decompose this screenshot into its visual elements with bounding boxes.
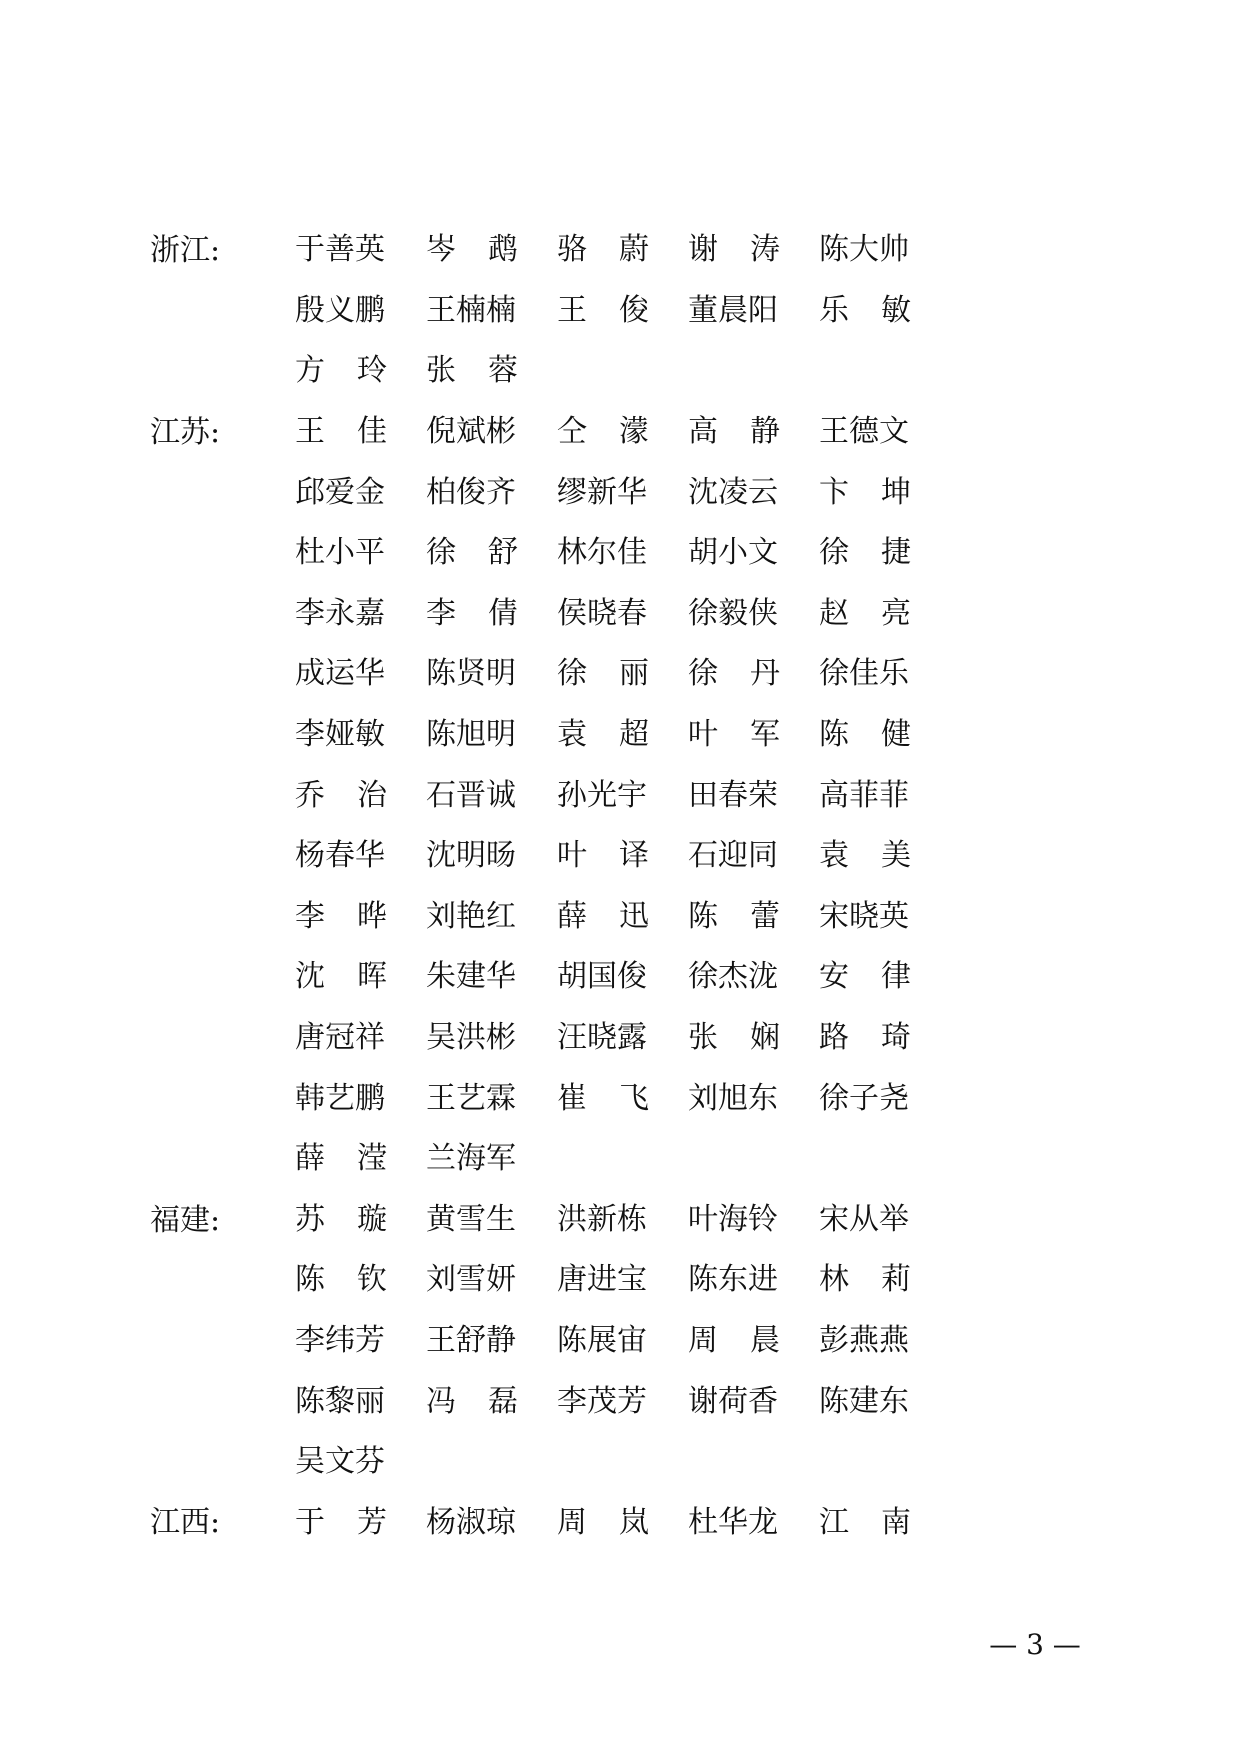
region-label: 江苏: xyxy=(150,414,221,450)
name-chars xyxy=(688,715,780,755)
name-row xyxy=(295,1129,950,1190)
name-char: 晔 xyxy=(357,898,387,934)
name-char: 陈 xyxy=(819,717,849,753)
name-char: 江 xyxy=(819,1504,849,1540)
name-chars xyxy=(295,1260,387,1300)
name-char: 徐 xyxy=(819,535,849,571)
person-name: 王舒静 xyxy=(426,1322,516,1358)
name-chars xyxy=(819,533,911,573)
person-name: 陈旭明 xyxy=(426,717,516,753)
name-chars xyxy=(819,836,911,876)
name-char: 乐 xyxy=(819,292,849,328)
person-name: 陈展宙 xyxy=(557,1322,647,1358)
name-row xyxy=(295,947,950,1008)
name-char: 晖 xyxy=(357,959,387,995)
person-name xyxy=(688,654,819,694)
person-name xyxy=(819,1503,950,1543)
name-char: 蓉 xyxy=(488,353,518,389)
name-char: 李 xyxy=(426,595,456,631)
person-name: 高菲菲 xyxy=(819,777,909,813)
person-name: 倪斌彬 xyxy=(426,414,516,450)
person-name: 田春荣 xyxy=(688,777,778,813)
person-name: 林尔佳 xyxy=(557,535,647,571)
name-char: 律 xyxy=(881,959,911,995)
person-name: 柏俊齐 xyxy=(426,474,516,510)
name-chars xyxy=(295,1503,387,1543)
name-char: 莉 xyxy=(881,1262,911,1298)
person-name: 胡小文 xyxy=(688,535,778,571)
name-char: 静 xyxy=(750,414,780,450)
name-char: 玲 xyxy=(357,353,387,389)
person-name: 王艺霖 xyxy=(426,1080,516,1116)
name-char: 濛 xyxy=(619,414,649,450)
person-name xyxy=(557,897,688,937)
name-row xyxy=(295,1250,950,1311)
person-name xyxy=(557,654,688,694)
name-char: 治 xyxy=(357,777,387,813)
name-char: 仝 xyxy=(557,414,587,450)
name-char: 于 xyxy=(295,1504,325,1540)
person-name xyxy=(295,1200,426,1240)
name-chars xyxy=(819,473,911,513)
name-char: 路 xyxy=(819,1020,849,1056)
name-chars xyxy=(426,351,518,391)
name-char: 周 xyxy=(557,1504,587,1540)
name-char: 捷 xyxy=(881,535,911,571)
name-char: 薛 xyxy=(295,1141,325,1177)
name-char: 琦 xyxy=(881,1020,911,1056)
person-name: 沈明旸 xyxy=(426,838,516,874)
name-chars xyxy=(295,412,387,452)
person-name xyxy=(688,412,819,452)
person-name xyxy=(819,473,950,513)
person-name xyxy=(688,897,819,937)
person-name: 陈东进 xyxy=(688,1262,778,1298)
name-row xyxy=(295,705,950,766)
person-name xyxy=(295,412,426,452)
person-name: 石迎同 xyxy=(688,838,778,874)
name-char: 涛 xyxy=(750,232,780,268)
person-name: 徐毅侠 xyxy=(688,595,778,631)
person-name xyxy=(819,1260,950,1300)
name-grid xyxy=(295,1492,950,1553)
name-chars xyxy=(557,1079,649,1119)
name-row xyxy=(295,1311,950,1372)
name-char: 张 xyxy=(426,353,456,389)
name-chars xyxy=(295,776,387,816)
name-row xyxy=(295,1008,950,1069)
name-char: 骆 xyxy=(557,232,587,268)
person-name: 李永嘉 xyxy=(295,595,385,631)
person-name: 陈黎丽 xyxy=(295,1383,385,1419)
name-grid xyxy=(295,220,950,402)
name-row xyxy=(295,281,950,342)
person-name: 李娅敏 xyxy=(295,717,385,753)
name-char: 安 xyxy=(819,959,849,995)
person-name: 宋从举 xyxy=(819,1201,909,1237)
name-char: 娴 xyxy=(750,1020,780,1056)
person-name: 唐冠祥 xyxy=(295,1020,385,1056)
person-name: 谢荷香 xyxy=(688,1383,778,1419)
name-char: 方 xyxy=(295,353,325,389)
person-name: 徐佳乐 xyxy=(819,656,909,692)
name-row xyxy=(295,644,950,705)
name-char: 译 xyxy=(619,838,649,874)
name-char: 卞 xyxy=(819,474,849,510)
name-row xyxy=(295,584,950,645)
person-name xyxy=(295,1139,426,1179)
page-number: — 3 — xyxy=(989,1628,1081,1661)
person-name: 吴文芬 xyxy=(295,1444,385,1480)
name-char: 袁 xyxy=(557,717,587,753)
person-name: 侯晓春 xyxy=(557,595,647,631)
name-row xyxy=(295,341,950,402)
person-name xyxy=(295,776,426,816)
name-char: 岚 xyxy=(619,1504,649,1540)
person-name xyxy=(426,533,557,573)
name-chars xyxy=(295,897,387,937)
name-char: 沈 xyxy=(295,959,325,995)
name-chars xyxy=(426,1382,518,1422)
region-group xyxy=(150,1190,950,1493)
person-name xyxy=(688,1018,819,1058)
person-name: 宋晓英 xyxy=(819,898,909,934)
name-char: 冯 xyxy=(426,1383,456,1419)
name-chars xyxy=(295,1139,387,1179)
person-name: 黄雪生 xyxy=(426,1201,516,1237)
name-chars xyxy=(819,1260,911,1300)
person-name xyxy=(295,1260,426,1300)
person-name: 王楠楠 xyxy=(426,292,516,328)
person-name xyxy=(557,230,688,270)
person-name: 徐杰泷 xyxy=(688,959,778,995)
name-char: 叶 xyxy=(688,717,718,753)
name-row xyxy=(295,826,950,887)
name-chars xyxy=(295,1200,387,1240)
person-name xyxy=(819,594,950,634)
name-char: 徐 xyxy=(688,656,718,692)
name-chars xyxy=(819,1018,911,1058)
name-grid xyxy=(295,402,950,1190)
name-char: 徐 xyxy=(426,535,456,571)
name-grid xyxy=(295,1190,950,1493)
person-name: 唐进宝 xyxy=(557,1262,647,1298)
person-name xyxy=(557,291,688,331)
name-chars xyxy=(557,654,649,694)
person-name: 陈建东 xyxy=(819,1383,909,1419)
person-name: 缪新华 xyxy=(557,474,647,510)
name-char: 张 xyxy=(688,1020,718,1056)
name-chars xyxy=(557,897,649,937)
name-char: 芳 xyxy=(357,1504,387,1540)
name-char: 亮 xyxy=(881,595,911,631)
name-chars xyxy=(688,1018,780,1058)
person-name xyxy=(819,291,950,331)
name-chars xyxy=(295,351,387,391)
person-name: 王德文 xyxy=(819,414,909,450)
name-chars xyxy=(819,291,911,331)
name-chars xyxy=(557,715,649,755)
name-chars xyxy=(819,957,911,997)
name-chars xyxy=(688,230,780,270)
person-name xyxy=(295,351,426,391)
name-chars xyxy=(819,594,911,634)
person-name xyxy=(557,715,688,755)
person-name xyxy=(819,1018,950,1058)
name-char: 舒 xyxy=(488,535,518,571)
name-chars xyxy=(557,230,649,270)
name-chars xyxy=(819,715,911,755)
name-chars xyxy=(426,230,518,270)
person-name: 胡国俊 xyxy=(557,959,647,995)
person-name: 杜小平 xyxy=(295,535,385,571)
name-char: 坤 xyxy=(881,474,911,510)
name-char: 佳 xyxy=(357,414,387,450)
name-row xyxy=(295,765,950,826)
name-char: 健 xyxy=(881,717,911,753)
person-name: 兰海军 xyxy=(426,1141,516,1177)
person-name: 成运华 xyxy=(295,656,385,692)
name-char: 苏 xyxy=(295,1201,325,1237)
name-chars xyxy=(426,594,518,634)
person-name: 汪晓露 xyxy=(557,1020,647,1056)
name-char: 李 xyxy=(295,898,325,934)
name-char: 赵 xyxy=(819,595,849,631)
name-chars xyxy=(688,897,780,937)
name-chars xyxy=(426,533,518,573)
person-name: 沈凌云 xyxy=(688,474,778,510)
person-name: 邱爱金 xyxy=(295,474,385,510)
person-name: 叶海铃 xyxy=(688,1201,778,1237)
person-name xyxy=(557,836,688,876)
name-char: 崔 xyxy=(557,1080,587,1116)
person-name: 李茂芳 xyxy=(557,1383,647,1419)
person-name xyxy=(819,533,950,573)
name-char: 钦 xyxy=(357,1262,387,1298)
person-name xyxy=(557,412,688,452)
region-group xyxy=(150,220,950,402)
name-char: 俊 xyxy=(619,292,649,328)
person-name xyxy=(557,1503,688,1543)
name-char: 岑 xyxy=(426,232,456,268)
person-name: 董晨阳 xyxy=(688,292,778,328)
person-name xyxy=(819,957,950,997)
person-name: 洪新栋 xyxy=(557,1201,647,1237)
region-label: 福建: xyxy=(150,1202,221,1238)
name-char: 敏 xyxy=(881,292,911,328)
name-char: 磊 xyxy=(488,1383,518,1419)
name-row xyxy=(295,523,950,584)
name-char: 倩 xyxy=(488,595,518,631)
name-char: 军 xyxy=(750,717,780,753)
region-group xyxy=(150,1492,950,1553)
name-char: 谢 xyxy=(688,232,718,268)
name-char: 丹 xyxy=(750,656,780,692)
name-row xyxy=(295,402,950,463)
name-char: 蔚 xyxy=(619,232,649,268)
person-name xyxy=(426,351,557,391)
name-char: 薛 xyxy=(557,898,587,934)
region-group xyxy=(150,402,950,1190)
region-label: 浙江: xyxy=(150,233,221,268)
name-char: 南 xyxy=(881,1504,911,1540)
person-name: 朱建华 xyxy=(426,959,516,995)
name-chars xyxy=(819,1503,911,1543)
name-char: 林 xyxy=(819,1262,849,1298)
name-char: 叶 xyxy=(557,838,587,874)
name-char: 晨 xyxy=(750,1322,780,1358)
person-name xyxy=(819,715,950,755)
person-name xyxy=(426,1382,557,1422)
person-name: 陈贤明 xyxy=(426,656,516,692)
name-row xyxy=(295,462,950,523)
name-char: 迅 xyxy=(619,898,649,934)
person-name xyxy=(688,1321,819,1361)
name-list-document xyxy=(150,220,950,1553)
person-name xyxy=(426,594,557,634)
name-row xyxy=(295,1492,950,1553)
name-char: 超 xyxy=(619,717,649,753)
name-char: 高 xyxy=(688,414,718,450)
person-name: 孙光宇 xyxy=(557,777,647,813)
name-char: 滢 xyxy=(357,1141,387,1177)
person-name: 徐子尧 xyxy=(819,1080,909,1116)
person-name xyxy=(819,836,950,876)
person-name xyxy=(426,230,557,270)
person-name: 石晋诚 xyxy=(426,777,516,813)
person-name xyxy=(295,957,426,997)
name-char: 陈 xyxy=(295,1262,325,1298)
name-char: 乔 xyxy=(295,777,325,813)
name-char: 徐 xyxy=(557,656,587,692)
name-chars xyxy=(688,654,780,694)
name-chars xyxy=(295,957,387,997)
person-name: 刘艳红 xyxy=(426,898,516,934)
person-name: 韩艺鹏 xyxy=(295,1080,385,1116)
person-name: 陈大帅 xyxy=(819,232,909,268)
person-name: 吴洪彬 xyxy=(426,1020,516,1056)
name-row xyxy=(295,220,950,281)
name-row xyxy=(295,887,950,948)
name-chars xyxy=(557,1503,649,1543)
person-name xyxy=(295,897,426,937)
name-char: 鹉 xyxy=(488,232,518,268)
name-chars xyxy=(688,412,780,452)
region-label: 江西: xyxy=(150,1505,221,1541)
name-row xyxy=(295,1432,950,1493)
name-chars xyxy=(557,412,649,452)
name-row xyxy=(295,1190,950,1251)
person-name: 刘旭东 xyxy=(688,1080,778,1116)
name-chars xyxy=(557,836,649,876)
name-chars xyxy=(557,291,649,331)
person-name: 杜华龙 xyxy=(688,1504,778,1540)
person-name xyxy=(688,230,819,270)
name-char: 周 xyxy=(688,1322,718,1358)
name-char: 袁 xyxy=(819,838,849,874)
person-name: 刘雪妍 xyxy=(426,1262,516,1298)
name-char: 璇 xyxy=(357,1201,387,1237)
person-name xyxy=(295,1503,426,1543)
person-name: 杨春华 xyxy=(295,838,385,874)
name-char: 飞 xyxy=(619,1080,649,1116)
name-char: 美 xyxy=(881,838,911,874)
person-name: 彭燕燕 xyxy=(819,1322,909,1358)
person-name: 杨淑琼 xyxy=(426,1504,516,1540)
name-char: 蕾 xyxy=(750,898,780,934)
name-char: 丽 xyxy=(619,656,649,692)
name-char: 王 xyxy=(295,414,325,450)
name-chars xyxy=(688,1321,780,1361)
person-name xyxy=(688,715,819,755)
name-row xyxy=(295,1068,950,1129)
name-row xyxy=(295,1371,950,1432)
name-char: 王 xyxy=(557,292,587,328)
name-char: 陈 xyxy=(688,898,718,934)
person-name: 殷义鹏 xyxy=(295,292,385,328)
person-name: 于善英 xyxy=(295,232,385,268)
person-name xyxy=(557,1079,688,1119)
person-name: 李纬芳 xyxy=(295,1322,385,1358)
